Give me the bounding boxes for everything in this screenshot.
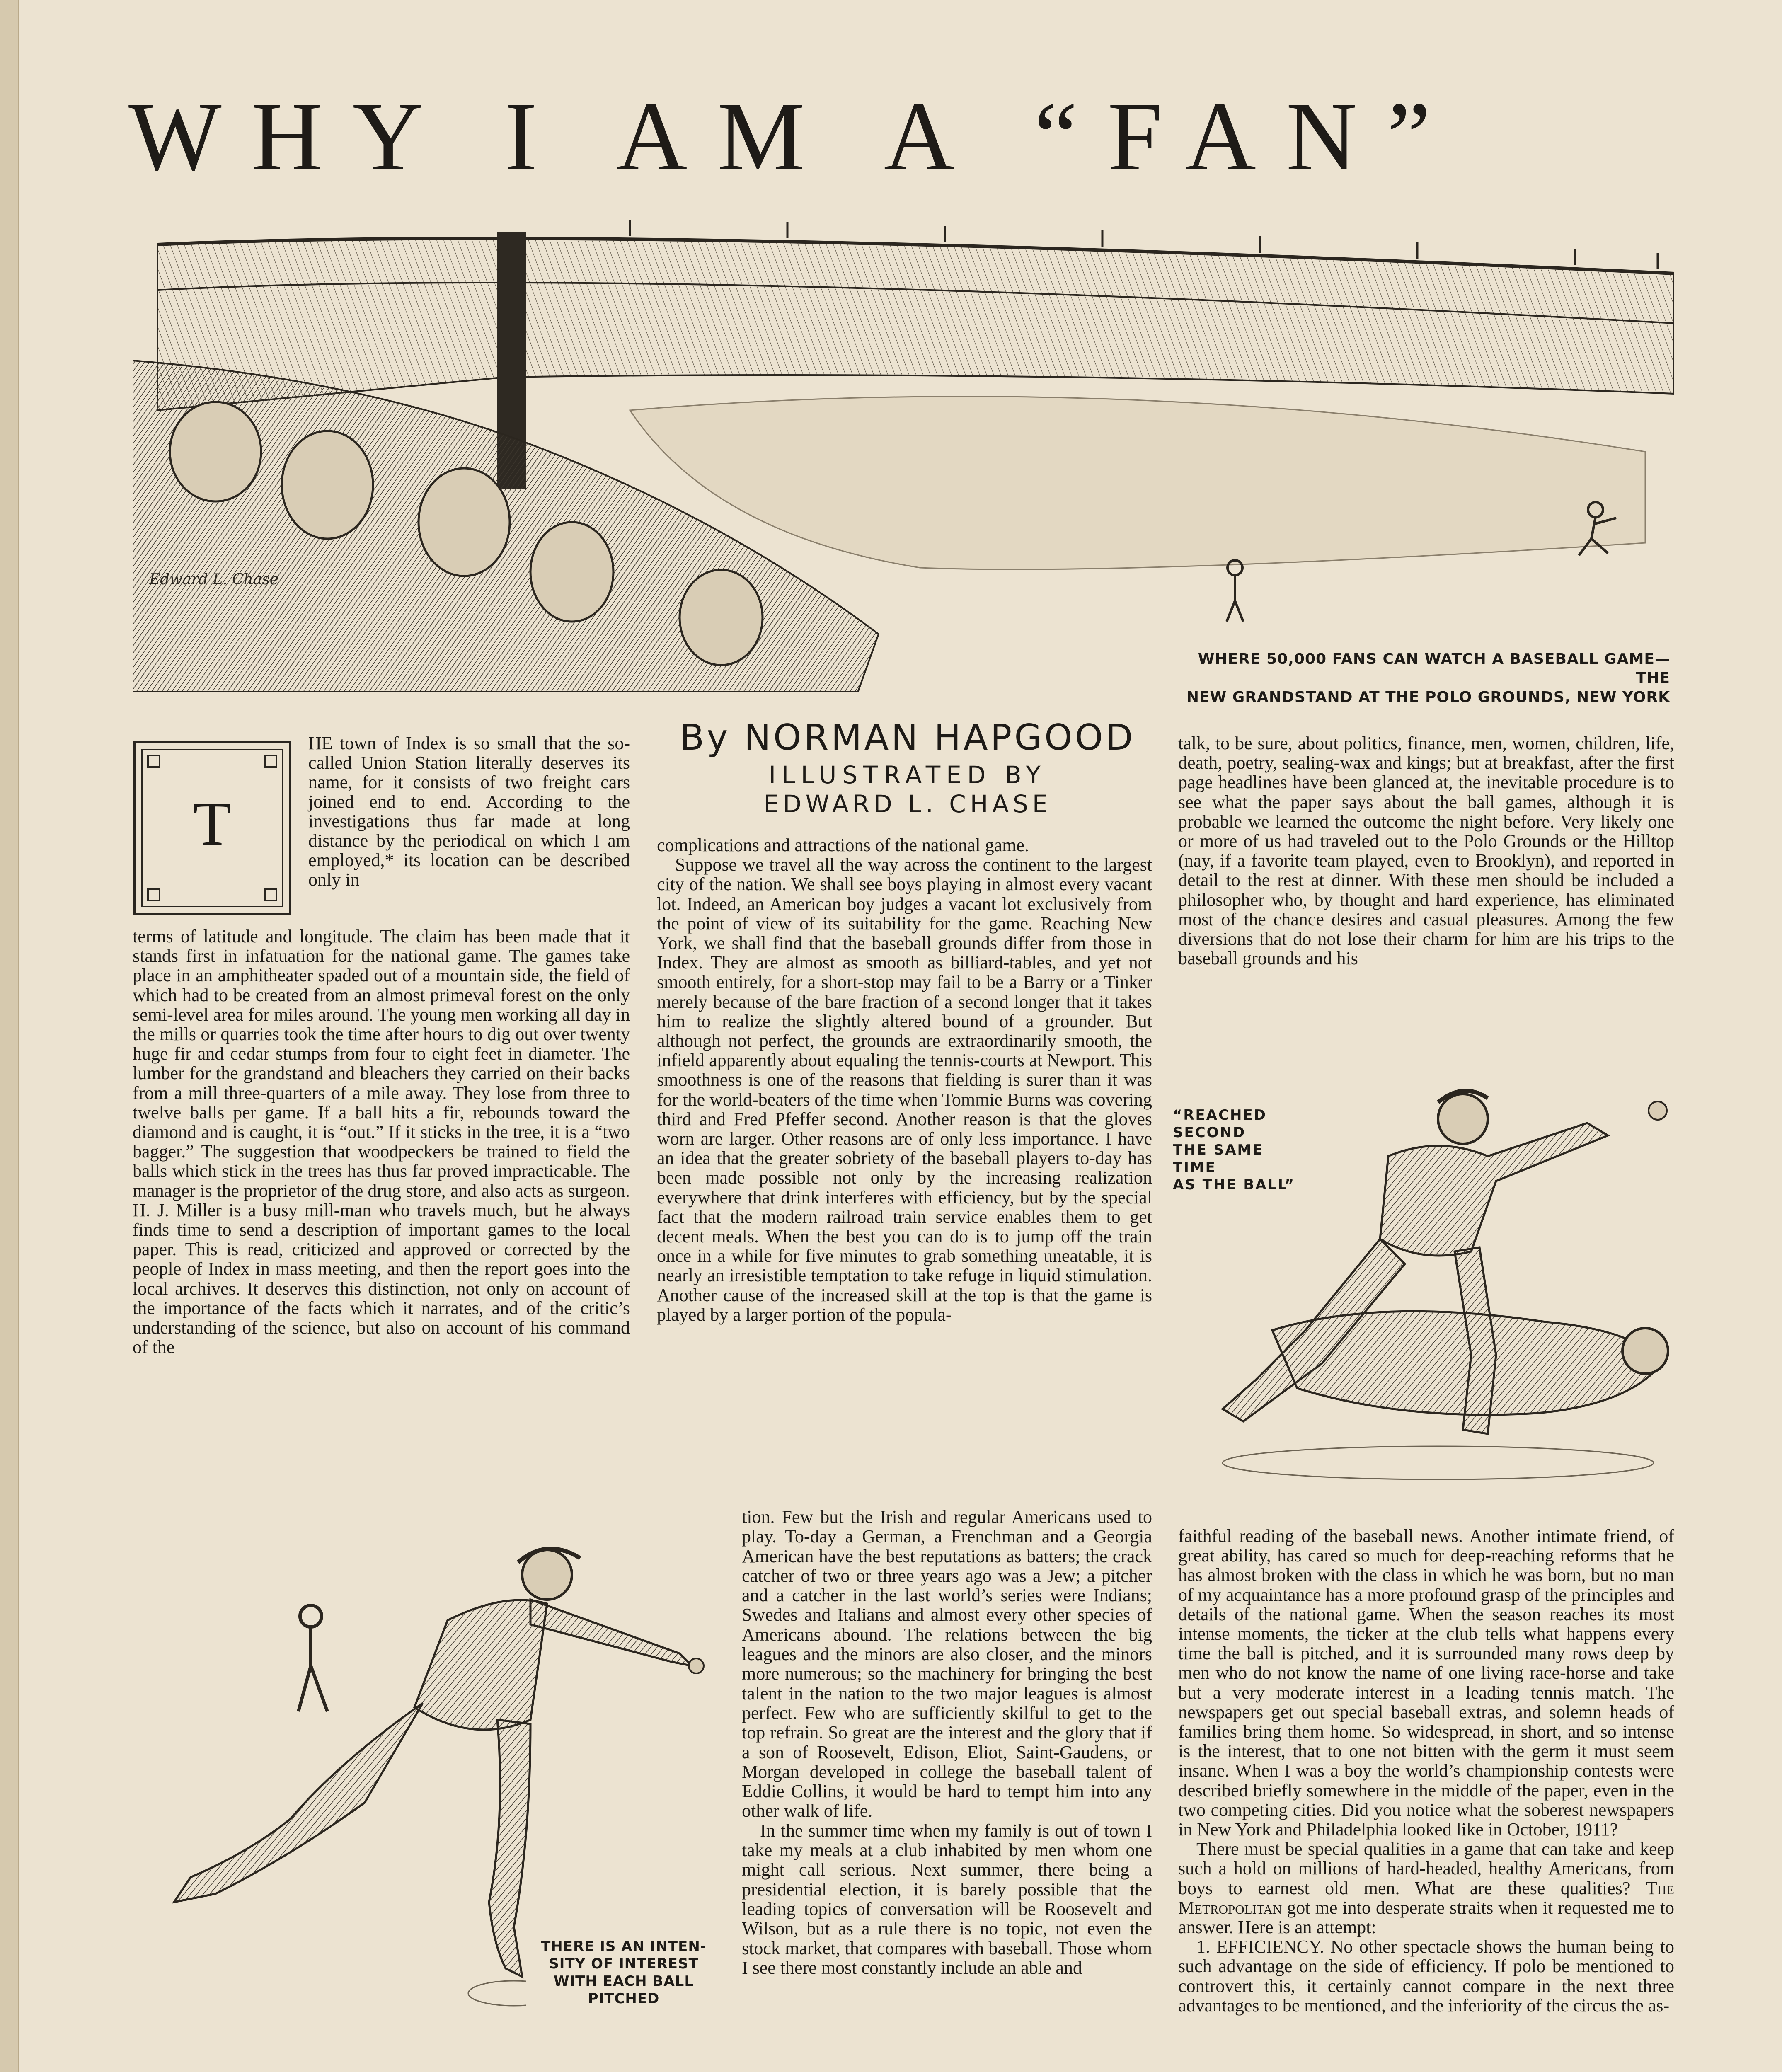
slide-caption <box>1173 1106 1310 1193</box>
byline <box>646 715 1169 818</box>
drop-cap-frame <box>133 741 291 915</box>
col3-top-text: talk, to be sure, about politics, finance, men, women, children, life, death, poetry, sealing-wax and kings; but at breakfast, after the first page headlines have been glanced at, the inevitable procedure is to see what the paper says about the ball games, although it is probable we learned the outcome the night before. Very likely one or more of us had traveled out to the Polo Grounds or the Hilltop (nay, if a favorite team played, even to Brooklyn), and reported in detail to the rest at dinner. With these men should be included a philosopher who, by thought and hard experience, has eliminated most of the chance desires and casual pleasures. Among the few diversions that do not lose their charm for him are his trips to the baseball grounds and his <box>1178 733 1674 969</box>
col3-lower <box>1178 1526 1674 2015</box>
drop-cap-letter: T <box>193 789 231 858</box>
binding-edge <box>0 0 19 2072</box>
col3-p3-text: 1. EFFICIENCY. No other spectacle shows the human being to such advantage on the side of efficiency. If polo be mentioned to controvert this, it certainly cannot compare in the next three advantages to be mentioned, and the inferiority of the circus the as- <box>1178 1936 1674 2016</box>
pitch-caption-line2: SITY OF INTEREST <box>549 1956 699 1972</box>
col3-top <box>1178 733 1674 968</box>
col1-main-text: terms of latitude and longitude. The claim has been made that it stands first in infatuation for the national game. The games take place in an amphitheater spaded out of a mountain side, the field of which had to be created from an almost primeval forest on the only semi-level area for miles around. The young men working all day in the mills or quarries took the time after hours to dig out over twenty huge fir and cedar stumps from four to eight feet in diameter. The lumber for the grandstand and bleachers they carried on their backs from a mill three-quarters of a mile away. They lose from three to twelve balls per game. If a ball hits a fir, rebounds toward the diamond and is caught, it is “out.” If it sticks in the tree, it is a “two bagger.” The suggestion that woodpeckers be trained to field the balls which stick in the trees has thus far proved impracticable. The manager is the proprietor of the drug store, and also acts as surgeon. H. J. Miller is a busy mill-man who travels much, but he always finds time to send a description of important games to the local paper. This is read, criticized and approved or corrected by the people of Index in mass meeting, and then the report goes into the local archives. It deserves this distinction, not only on account of the importance of the facts which it narrates, and of the critic’s understanding of the science, but also on account of his command of the <box>133 926 630 1358</box>
col2-top-text: complications and attractions of the national game. <box>657 835 1029 855</box>
drop-cap-corner <box>264 888 277 901</box>
col3-p1-text: faithful reading of the baseball news. Another intimate friend, of great ability, has cared so much for deep-reaching reforms that he has almost broken with the class in which he was born, but no man of my acquaintance has a more profound grasp of the principles and details of the national game. When the season reaches its most intense moments, the ticker at the club tells what happens every time the ball is pitched, and it is surrounded many rows deep by men who do not know the name of one living race-horse and take but a very moderate interest in a leading tennis match. The newspapers get out special baseball extras, and solemn heads of families bring them home. So widespread, in short, and so intense is the interest, that to one not bitten with the germ it must seem insane. When I was a boy the world’s championship contests were described briefly somewhere in the middle of the paper, even in the two competing cities. Did you notice what the soberest newspapers in New York and Philadelphia looked like in October, 1911? <box>1178 1526 1674 1840</box>
stadium-illustration <box>133 220 1674 692</box>
stadium-caption-line2: NEW GRANDSTAND AT THE POLO GROUNDS, NEW YORK <box>1186 689 1670 706</box>
byline-illustrator: EDWARD L. CHASE <box>763 790 1052 818</box>
drop-cap-corner <box>147 755 160 768</box>
stadium-caption <box>1173 650 1670 707</box>
col2-p1b-text: tion. Few but the Irish and regular Americans used to play. To-day a German, a Frenchman and a Georgia American have the best reputations as batters; the crack catcher of two or three years ago was a Jew; a pitcher and a catcher in the last world’s series were Indians; Swedes and Italians and almost every other species of Americans abound. The relations between the big leagues and the minors are also closer, and the minors more numerous; so the machinery for bringing the best talent in the nation to the two major leagues is almost perfect. Few who are sufficiently skilful to get to the top refrain. So great are the interest and the glory that if a son of Roosevelt, Edison, Eliot, Saint-Gaudens, or Morgan developed in college the baseball talent of Eddie Collins, it would be hard to tempt him into any other walk of life. <box>742 1507 1152 1821</box>
drop-cap-corner <box>147 888 160 901</box>
pitch-caption-line3: WITH EACH BALL <box>554 1973 694 1990</box>
col1-main <box>133 927 630 1357</box>
col2-lower <box>742 1507 1152 1978</box>
magazine-name: The Metropolitan <box>1178 1878 1674 1918</box>
drop-cap-corner <box>264 755 277 768</box>
pitch-caption-line1: THERE IS AN INTEN- <box>541 1938 707 1955</box>
col3-p2 <box>1178 1839 1674 1937</box>
artist-signature: Edward L. Chase <box>149 571 279 588</box>
pitch-caption-line4: PITCHED <box>588 1990 660 2007</box>
col2-upper <box>657 835 1152 1324</box>
slide-caption-line1: “REACHED SECOND <box>1173 1107 1267 1141</box>
col2-p2-text: In the summer time when my family is out of town I take my meals at a club inhabited by men whom one might call serious. Next summer, there being a presidential election, it is barely possible that the leading topics of conversation will be Roosevelt and Wilson, but as a rule there is no topic, not even the stock market, that compares with baseball. Those whom I see there most constantly include an able and <box>742 1820 1152 1978</box>
col2-p1-text: Suppose we travel all the way across the continent to the largest city of the nation. We shall see boys playing in almost every vacant lot. Indeed, an American boy judges a vacant lot exclusively from the point of view of its suitability for the game. Reaching New York, we shall find that the baseball grounds differ from those in Index. They are almost as smooth as billiard-tables, and yet not smooth entirely, for a short-stop may fail to be a Barry or a Tinker merely because of the bare fraction of a second longer that it takes him to realize the slightly altered bound of a grounder. But although not perfect, the grounds are extraordinarily smooth, the infield apparently about equaling the tennis-courts at Newport. This smoothness is one of the reasons that fielding is surer than it was for the world-beaters of the time when Tommie Burns was covering third and Fred Pfeffer second. Another reason is that the gloves worn are larger. Other reasons are of only less importance. I have an idea that the greater sobriety of the baseball players to-day has been made possible not only by the increasing realization everywhere that drink interferes with efficiency, but by the special fact that the modern railroad train service enables them to get decent meals. When the best you can do is to jump off the train once in a while for five minutes to grab something uneatable, it is nearly an irresistible temptation to take refuge in liquid stimulation. Another cause of the increased skill at the top is that the game is played by a larger portion of the popula- <box>657 854 1152 1325</box>
col3-p2a-text: There must be special qualities in a game that can take and keep such a hold on millions of hard-headed, healthy Americans, from boys to earnest old men. What are these qualities? <box>1178 1839 1674 1898</box>
byline-illustrated: ILLUSTRATED BY <box>769 761 1046 789</box>
stadium-caption-line1: WHERE 50,000 FANS CAN WATCH A BASEBALL GAME—THE <box>1198 651 1670 687</box>
byline-author: By NORMAN HAPGOOD <box>680 717 1136 758</box>
col1-intro <box>308 733 630 889</box>
pitch-caption <box>526 1938 721 2007</box>
col3-p2b-text: got me into desperate straits when it requested me to answer. Here is an attempt: <box>1178 1897 1675 1938</box>
article-title: WHY I AM A “FAN” <box>128 82 1461 191</box>
slide-caption-line3: AS THE BALL” <box>1173 1176 1295 1193</box>
slide-caption-line2: THE SAME TIME <box>1173 1142 1264 1176</box>
col1-intro-text: HE town of Index is so small that the so-called Union Station literally deserves its name, for it consists of two freight cars joined end to end. According to the investigations thus far made at long distance by the periodical on which I am employed,* its location can be described only in <box>308 733 630 890</box>
